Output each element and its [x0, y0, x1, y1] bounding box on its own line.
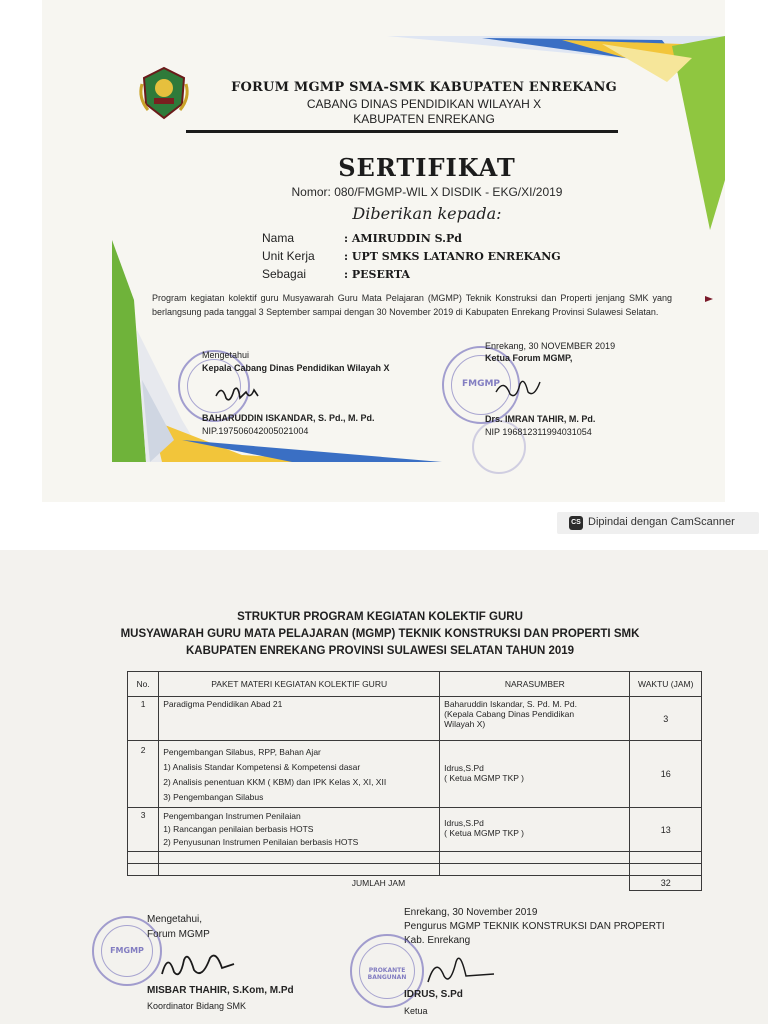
- table-row: [128, 697, 702, 741]
- left-schedule-stamp: [92, 916, 162, 986]
- left-signature-icon: [212, 380, 272, 406]
- camscanner-logo-icon: CS: [569, 516, 583, 530]
- row-no: 2: [128, 741, 159, 808]
- materi-line: Paradigma Pendidikan Abad 21: [163, 699, 283, 709]
- col-header-materi: PAKET MATERI KEGIATAN KOLEKTIF GURU: [159, 672, 440, 697]
- certificate-title: SERTIFIKAT: [338, 153, 516, 182]
- schedule-left-sig-line2: Forum MGMP: [147, 929, 210, 940]
- table-row-empty: [128, 852, 702, 864]
- certificate-org-regency: KABUPATEN ENREKANG: [353, 112, 495, 126]
- col-header-no: No.: [128, 672, 159, 697]
- schedule-right-sig-role: Ketua: [404, 1006, 428, 1016]
- schedule-left-sig-name: MISBAR THAHIR, S.Kom, M.Pd: [147, 985, 294, 996]
- schedule-left-sig-line1: Mengetahui,: [147, 914, 203, 925]
- schedule-table: [127, 671, 702, 891]
- left-schedule-stamp-text: FMGMP: [110, 945, 144, 955]
- field-label-unit-kerja: Unit Kerja: [262, 249, 315, 263]
- certificate-page: [42, 0, 725, 502]
- materi-line: Pengembangan Instrumen Penilaian: [163, 811, 301, 821]
- left-sig-line1: Mengetahui: [202, 350, 250, 360]
- narasumber-line: Wilayah X): [444, 719, 486, 729]
- row-waktu: 13: [630, 808, 702, 852]
- row-no: 1: [128, 697, 159, 741]
- total-label: JUMLAH JAM: [128, 876, 630, 891]
- schedule-right-sig-line1: Pengurus MGMP TEKNIK KONSTRUKSI DAN PROPERTI: [404, 921, 665, 932]
- right-sig-nip: NIP 196812311994031054: [485, 427, 592, 437]
- row-materi: [159, 808, 440, 852]
- left-sig-name: BAHARUDDIN ISKANDAR, S. Pd., M. Pd.: [202, 413, 375, 423]
- materi-line: 1) Analisis Standar Kompetensi & Kompetensi dasar: [163, 762, 361, 772]
- schedule-right-sig-date: Enrekang, 30 November 2019: [404, 907, 538, 918]
- left-sig-nip: NIP.197506042005021004: [202, 426, 309, 436]
- right-sig-name: Drs. IMRAN TAHIR, M. Pd.: [485, 414, 596, 424]
- right-stamp-text: FMGMP: [461, 379, 501, 390]
- narasumber-line: Idrus,S.Pd: [444, 763, 484, 773]
- narasumber-line: ( Ketua MGMP TKP ): [444, 773, 524, 783]
- row-materi: [159, 741, 440, 808]
- field-value-sebagai: : PESERTA: [344, 268, 410, 281]
- col-header-waktu: WAKTU (JAM): [630, 672, 702, 697]
- right-schedule-stamp-text: PROKANTE BANGUNAN: [367, 966, 407, 981]
- row-waktu: 3: [630, 697, 702, 741]
- certificate-given-to: Diberikan kepada:: [352, 204, 502, 223]
- certificate-org-name: FORUM MGMP SMA-SMK KABUPATEN ENREKANG: [231, 80, 617, 95]
- narasumber-line: (Kepala Cabang Dinas Pendidikan: [444, 709, 575, 719]
- materi-line: 3) Pengembangan Silabus: [163, 792, 264, 802]
- schedule-left-sig-role: Koordinator Bidang SMK: [147, 1001, 247, 1011]
- field-label-nama: Nama: [262, 231, 295, 245]
- right-sig-role: Ketua Forum MGMP,: [485, 353, 573, 363]
- materi-line: Pengembangan Silabus, RPP, Bahan Ajar: [163, 747, 321, 757]
- right-sig-date: Enrekang, 30 NOVEMBER 2019: [485, 341, 616, 351]
- table-header-row: [128, 672, 702, 697]
- table-row-empty: [128, 864, 702, 876]
- schedule-right-sig-line2: Kab. Enrekang: [404, 935, 471, 946]
- materi-line: 2) Analisis penentuan KKM ( KBM) dan IPK Kelas X, XI, XII: [163, 777, 387, 787]
- schedule-left-signature-icon: [158, 946, 238, 984]
- field-value-nama: : AMIRUDDIN S.Pd: [344, 232, 462, 245]
- header-divider: [186, 130, 618, 133]
- materi-line: 2) Penyusunan Instrumen Penilaian berbasis HOTS: [163, 837, 359, 847]
- camscanner-watermark: [557, 512, 759, 534]
- row-no: 3: [128, 808, 159, 852]
- schedule-title-line3: KABUPATEN ENREKANG PROVINSI SULAWESI SELATAN TAHUN 2019: [185, 645, 575, 657]
- certificate-org-branch: CABANG DINAS PENDIDIKAN WILAYAH X: [306, 97, 542, 111]
- certificate-description: Program kegiatan kolektif guru Musyawarah Guru Mata Pelajaran (MGMP) Teknik Konstruksi dan Properti jenjang SMK yang berlangsung pada tanggal 3 September sampai dengan 30 November 2019 di Kabupaten Enrekang Provinsi Sulawesi Selatan.: [152, 293, 672, 317]
- schedule-page: [0, 550, 768, 1024]
- materi-line: 1) Rancangan penilaian berbasis HOTS: [163, 824, 314, 834]
- schedule-title-line1: STRUKTUR PROGRAM KEGIATAN KOLEKTIF GURU: [237, 611, 523, 623]
- schedule-right-signature-icon: [420, 946, 500, 988]
- regency-logo-icon: [136, 64, 192, 122]
- total-value: 32: [630, 876, 702, 891]
- row-waktu: 16: [630, 741, 702, 808]
- field-value-unit-kerja: : UPT SMKS LATANRO ENREKANG: [344, 250, 561, 263]
- row-narasumber: [440, 808, 630, 852]
- narasumber-line: ( Ketua MGMP TKP ): [444, 828, 524, 838]
- camscanner-label: Dipindai dengan CamScanner: [588, 516, 735, 528]
- table-row: [128, 808, 702, 852]
- table-row: [128, 741, 702, 808]
- row-materi: [159, 697, 440, 741]
- right-signature-icon: [490, 372, 550, 402]
- left-sig-line2: Kepala Cabang Dinas Pendidikan Wilayah X: [202, 363, 390, 373]
- row-narasumber: [440, 697, 630, 741]
- schedule-right-sig-name: IDRUS, S.Pd: [404, 989, 463, 1000]
- scan-mark-icon: [704, 294, 714, 304]
- narasumber-line: Idrus,S.Pd: [444, 818, 484, 828]
- field-label-sebagai: Sebagai: [262, 267, 307, 281]
- row-narasumber: [440, 741, 630, 808]
- schedule-title-line2: MUSYAWARAH GURU MATA PELAJARAN (MGMP) TEKNIK KONSTRUKSI DAN PROPERTI SMK: [120, 628, 640, 640]
- table-total-row: [128, 876, 702, 891]
- col-header-narasumber: NARASUMBER: [440, 672, 630, 697]
- certificate-number: Nomor: 080/FMGMP-WIL X DISDIK - EKG/XI/2019: [291, 185, 563, 199]
- narasumber-line: Baharuddin Iskandar, S. Pd. M. Pd.: [444, 699, 577, 709]
